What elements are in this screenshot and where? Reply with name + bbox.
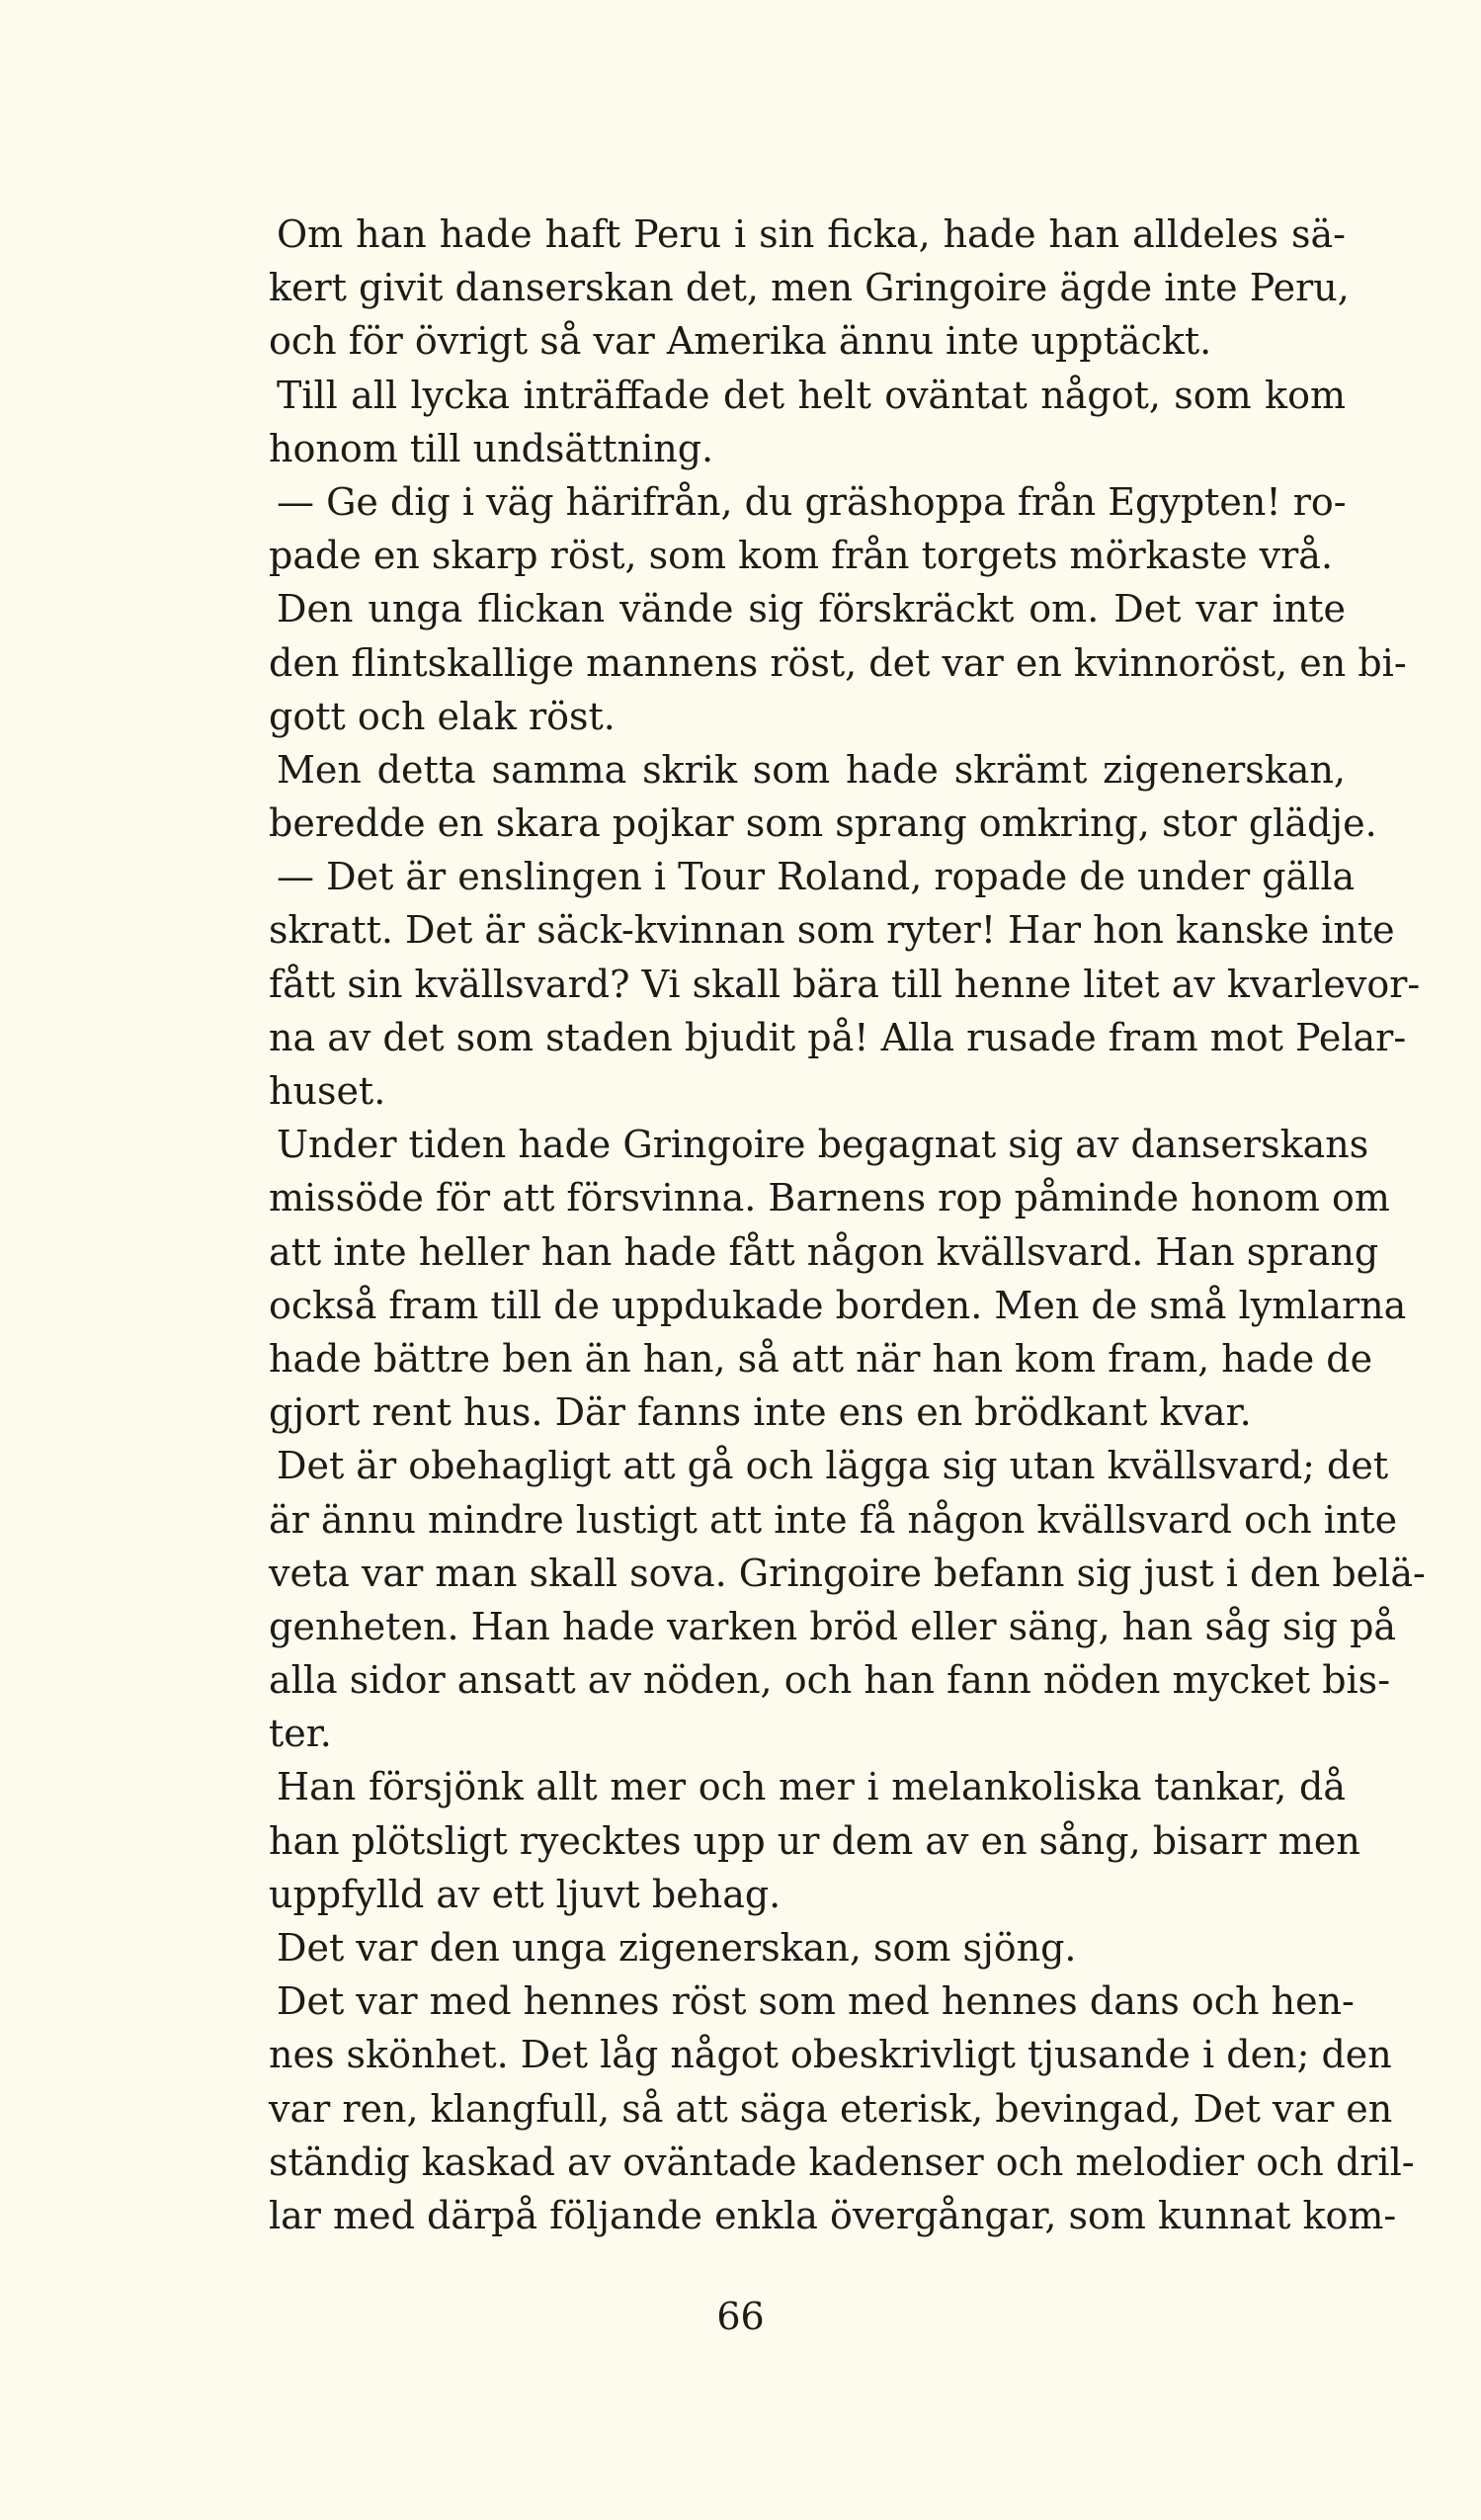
text-line: också fram till de uppdukade borden. Men de små lymlarna: [269, 1283, 1407, 1327]
text-line: att inte heller han hade fått någon kvällsvard. Han sprang: [269, 1229, 1379, 1274]
text-line: gott och elak röst.: [269, 694, 616, 738]
text-line: uppfylld av ett ljuvt behag.: [269, 1872, 782, 1916]
text-line: alla sidor ansatt av nöden, och han fann nöden mycket bis-: [269, 1658, 1391, 1703]
text-line: och för övrigt så var Amerika ännu inte upptäckt.: [269, 319, 1212, 364]
text-line: Det var den unga zigenerskan, som sjöng.: [277, 1926, 1077, 1970]
text-line: Det är obehagligt att gå och lägga sig utan kvällsvard; det: [277, 1444, 1389, 1488]
text-line: var ren, klangfull, så att säga eterisk, bevingad, Det var en: [269, 2086, 1393, 2131]
text-line: Till all lycka inträffade det helt oväntat något, som kom: [277, 373, 1346, 417]
text-line: beredde en skara pojkar som sprang omkring, stor glädje.: [269, 801, 1377, 846]
text-line: kert givit danserskan det, men Gringoire ägde inte Peru,: [269, 266, 1350, 310]
text-line: veta var man skall sova. Gringoire befann sig just i den belä-: [269, 1551, 1426, 1595]
text-line: pade en skarp röst, som kom från torgets mörkaste vrå.: [269, 534, 1334, 578]
body-text: [269, 208, 1426, 2242]
text-line: skratt. Det är säck-kvinnan som ryter! Har hon kanske inte: [269, 908, 1395, 953]
text-line: hade bättre ben än han, så att när han kom fram, hade de: [269, 1336, 1373, 1381]
text-line: Om han hade haft Peru i sin ficka, hade han alldeles sä-: [277, 212, 1346, 256]
text-line: Under tiden hade Gringoire begagnat sig av danserskans: [277, 1123, 1369, 1167]
text-line: na av det som staden bjudit på! Alla rusade fram mot Pelar-: [269, 1015, 1407, 1059]
text-line: — Ge dig i väg härifrån, du gräshoppa från Egypten! ro-: [277, 479, 1347, 524]
text-line: han plötsligt ryecktes upp ur dem av en sång, bisarr men: [269, 1818, 1360, 1863]
text-line: missöde för att försvinna. Barnens rop påminde honom om: [269, 1176, 1390, 1220]
text-line: ter.: [269, 1712, 332, 1756]
text-line: är ännu mindre lustigt att inte få någon kvällsvard och inte: [269, 1497, 1398, 1542]
text-line: Men detta samma skrik som hade skrämt zigenerskan,: [277, 747, 1346, 792]
text-line: fått sin kvällsvard? Vi skall bära till henne litet av kvarlevor-: [269, 962, 1421, 1006]
text-line: Han försjönk allt mer och mer i melankoliska tankar, då: [277, 1765, 1346, 1809]
text-line: Den unga flickan vände sig förskräckt om. Det var inte: [277, 587, 1346, 631]
text-line: nes skönhet. Det låg något obeskrivligt tjusande i den; den: [269, 2033, 1392, 2077]
text-line: gjort rent hus. Där fanns inte ens en brödkant kvar.: [269, 1390, 1252, 1435]
text-line: den flintskallige mannens röst, det var en kvinnoröst, en bi-: [269, 640, 1407, 685]
page-number: 66: [716, 2295, 765, 2338]
text-line: — Det är enslingen i Tour Roland, ropade de under gälla: [277, 855, 1356, 899]
text-line: Det var med hennes röst som med hennes dans och hen-: [277, 1979, 1355, 2024]
text-line: honom till undsättning.: [269, 426, 714, 470]
text-line: huset.: [269, 1069, 386, 1113]
text-line: lar med därpå följande enkla övergångar, som kunnat kom-: [269, 2193, 1397, 2237]
text-line: genheten. Han hade varken bröd eller säng, han såg sig på: [269, 1604, 1397, 1648]
text-line: ständig kaskad av oväntade kadenser och melodier och dril-: [269, 2140, 1415, 2184]
